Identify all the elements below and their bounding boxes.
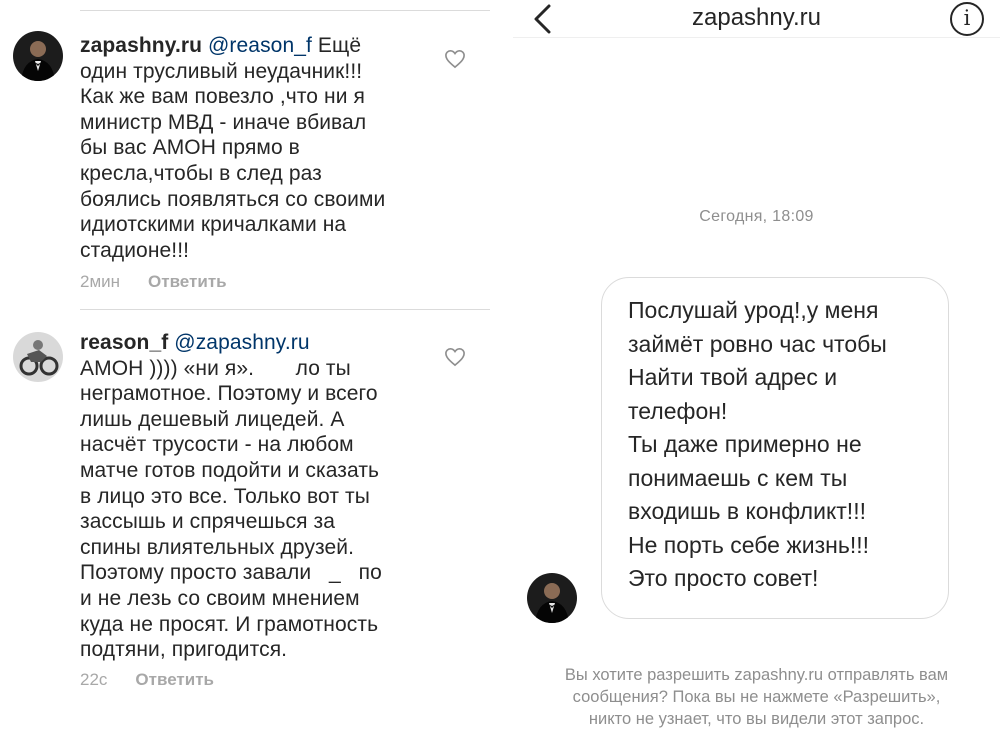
info-icon[interactable]: i — [950, 2, 984, 36]
comment-time: 22с — [80, 670, 108, 689]
message-line: Не порть себе жизнь!!! — [628, 531, 869, 558]
reply-button[interactable]: Ответить — [148, 272, 227, 291]
divider — [80, 309, 490, 310]
comment-line: зассышь и спрячешься за — [80, 510, 335, 534]
comment-line: куда не просят. И грамотность — [80, 612, 379, 636]
message-line: Ты даже примерно не — [628, 431, 862, 457]
message-line: займёт ровно час чтобы — [628, 330, 887, 357]
direct-message-panel — [513, 0, 1000, 742]
comment-line: и не лезь со своим мнением — [80, 586, 360, 610]
direct-header — [513, 0, 1000, 38]
comment-line: неграмотное. Поэтому и всего — [80, 382, 378, 406]
comment-line: насчёт трусости - на любом — [80, 433, 354, 457]
comment-body — [80, 33, 430, 263]
comment-meta — [80, 670, 214, 690]
message-line: понимаешь с кем ты — [628, 464, 848, 491]
comment-line: идиотскими кричалками на — [80, 213, 347, 237]
chat-title[interactable]: zapashny.ru — [692, 4, 821, 31]
motorcycle-avatar-icon — [13, 332, 63, 382]
comment-line: министр МВД - иначе вбивал — [80, 110, 367, 134]
message-line: Найти твой адрес и — [628, 364, 838, 390]
comment-mention[interactable]: @zapashny.ru — [174, 331, 310, 354]
like-heart-icon[interactable] — [444, 347, 466, 367]
message-request-note — [523, 664, 990, 730]
comment-line: Ещё — [317, 34, 362, 57]
comment-time: 2мин — [80, 272, 121, 291]
comment-line: боялись появляться со своими — [80, 187, 386, 211]
comment-body — [80, 330, 430, 663]
message-bubble[interactable] — [601, 277, 949, 619]
reply-button[interactable]: Ответить — [135, 670, 214, 689]
message-line: телефон! — [628, 397, 728, 424]
comment-line: подтяни, пригодится. — [80, 638, 288, 662]
comment-line: Поэтому просто завали _ по — [80, 561, 382, 585]
message-line: входишь в конфликт!!! — [628, 498, 866, 524]
request-note-line: сообщения? Пока вы не нажмете «Разрешить», — [572, 688, 941, 706]
message-line: Послушай урод!,у меня — [628, 297, 879, 323]
comment-line: Как же вам повезло ,что ни я — [80, 85, 365, 109]
man-in-tuxedo-avatar-icon — [527, 573, 577, 623]
comment-username[interactable]: reason_f — [80, 331, 169, 354]
man-in-tuxedo-avatar-icon — [13, 31, 63, 81]
panel-separator — [500, 0, 513, 742]
comment-line: бы вас АМОН прямо в — [80, 136, 300, 160]
message-line: Это просто совет! — [628, 565, 819, 591]
like-heart-icon[interactable] — [444, 49, 466, 69]
comment-line: АМОН )))) «ни я». ло ты — [80, 356, 351, 380]
divider — [80, 10, 490, 11]
comment-avatar-zapashny[interactable] — [13, 31, 63, 81]
sender-avatar[interactable] — [527, 573, 577, 623]
message-date: Сегодня, 18:09 — [699, 208, 814, 225]
comment-line: кресла,чтобы в след раз — [80, 161, 322, 185]
comment-meta — [80, 272, 227, 292]
comment-line: матче готов подойти и сказать — [80, 458, 380, 482]
comment-line: лишь дешевый лицедей. А — [80, 407, 345, 431]
comment-avatar-reason-f[interactable] — [13, 332, 63, 382]
comment-line: один трусливый неудачник!!! — [80, 59, 363, 83]
request-note-line: никто не узнает, что вы видели этот запрос. — [588, 710, 925, 728]
comment-line: стадионе!!! — [80, 238, 190, 262]
comment-line: в лицо это все. Только вот ты — [80, 484, 370, 508]
comment-line: спины влиятельных друзей. — [80, 535, 355, 559]
comment-mention[interactable]: @reason_f — [208, 34, 312, 57]
comment-username[interactable]: zapashny.ru — [80, 34, 203, 57]
request-note-line: Вы хотите разрешить zapashny.ru отправлять вам — [564, 666, 949, 684]
